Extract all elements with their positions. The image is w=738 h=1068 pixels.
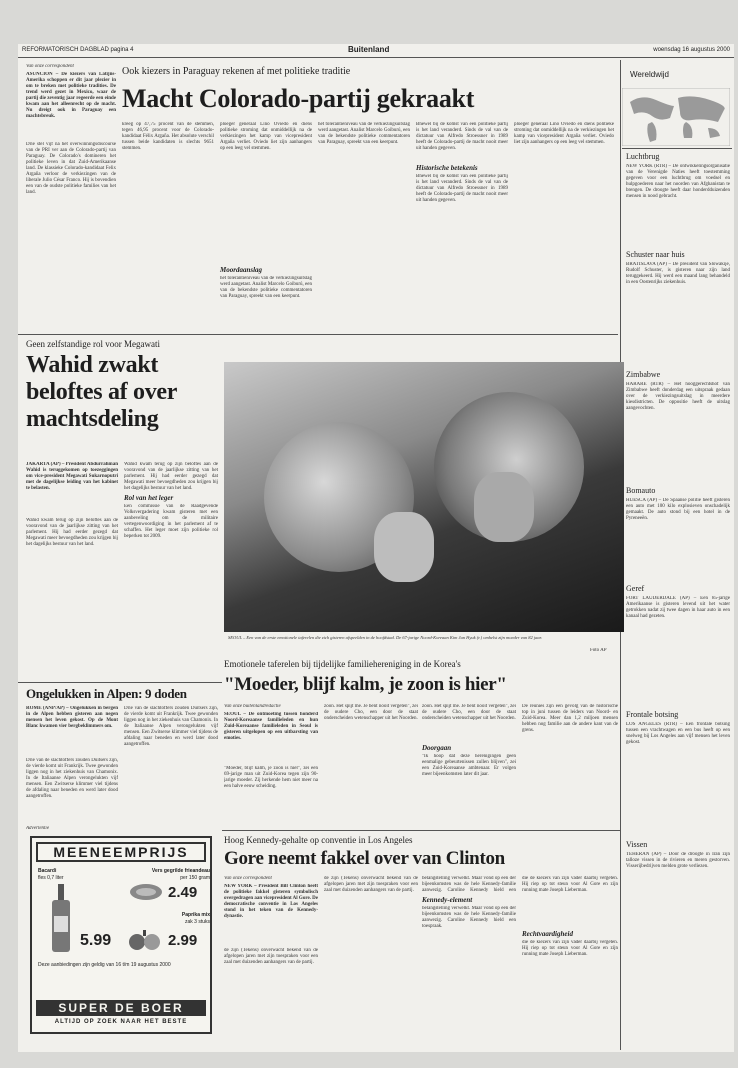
header-date: woensdag 16 augustus 2000 (653, 47, 730, 53)
paraguay-body-col6: ploeger generaal Lino Oviedo en diens politieke stroming dat onmiddellijk na de verkiezingen het kamp van vicepresident Argaña verliet. Oviedo liet zijn aanhangers op een leeg vel stemmen. (514, 122, 614, 145)
clinton-kicker: Hoog Kennedy-gehalte op conventie in Los Angeles (224, 835, 413, 845)
sidebar-item-body: HUESCA (AP) – De Spaanse politie heeft gisteren een auto met 100 kilo explosieven onschadelijk gemaakt. De auto stond bij een hotel in de Pyreneeën. (626, 498, 730, 521)
ad-note: Deze aanbiedingen zijn geldig van 16 t/m 19 augustus 2000 (38, 962, 171, 968)
sidebar-item-heading: Bomauto (626, 486, 656, 495)
bottle-icon (48, 884, 74, 954)
advertisement-super-de-boer[interactable] (30, 836, 212, 1034)
paraguay-headline: Macht Colorado-partij gekraakt (122, 84, 475, 113)
advertisement-label: Advertentie (26, 826, 50, 831)
sidebar-item-heading: Zimbabwe (626, 370, 661, 379)
section-title: Buitenland (348, 45, 390, 54)
meat-icon (128, 882, 164, 902)
divider (18, 682, 222, 683)
ad-item3-label: Paprika mix (181, 912, 210, 918)
megawati-subhead: Rol van het leger (124, 494, 174, 502)
alpen-headline: Ongelukken in Alpen: 9 doden (26, 686, 187, 701)
ad-logo: SUPER DE BOER (36, 1000, 206, 1016)
korea-subhead: Doorgaan (422, 744, 452, 752)
clinton-subhead-2: Rechtvaardigheid (522, 930, 573, 938)
sidebar-item-heading: Frontale botsing (626, 710, 679, 719)
sidebar-item-heading: Geref (626, 584, 645, 593)
paraguay-lede: ASUNCION – De kiezers van Latijns-Amerika schoppen er dit jaar plezier in om te breken met politieke tradities. De trend werd gezet in Mexico, waar de partij die zeventig jaar regeerde een einde kwam aan het alleenrecht op de macht. Nu dreigt ook in Paraguay een machtsbreuk. (26, 72, 116, 119)
korea-lede: SEOUL – De ontmoeting tussen honderd Noord-Koreaanse familieleden en hun Zuid-Koreaanse familieleden in Seoul is gisteren uitgelopen op een uitbarsting van emoties. (224, 712, 318, 741)
ad-item1-price: 5.99 (80, 932, 112, 949)
paraguay-body-col3: ploeger generaal Lino Oviedo en diens politieke stroming dat onmiddellijk na de verkiezingen het kamp van vicepresident Argaña verliet. Oviedo liet zijn aanhangers op een leeg vel stemmen. (220, 122, 312, 151)
korea-body-col3: "Ik hoop dat deze herenigingen geen eenmalige gebeurtenissen zullen blijven", zei een Zuid-Koreaanse ambtenaar. Er volgen meer bijeenkomsten later dit jaar. (422, 754, 516, 777)
megawati-body-col1: Wahid kwam terug op zijn beloftes aan de vooravond van de jaarlijkse zitting van het parlement. Hij had eerder gezegd dat Megawati meer bevoegdheden zou krijgen bij het dagelijks bestuur van het land. (26, 518, 118, 547)
sidebar-item-heading: Schuster naar huis (626, 250, 685, 259)
world-map-icon (622, 88, 730, 146)
paraguay-kicker: Ook kiezers in Paraguay rekenen af met politieke traditie (122, 66, 351, 77)
newspaper-page (18, 44, 734, 1052)
paraguay-body-col1: Drie stel vijf na het overwinningsdiscourse van de PRI ver aan de Colorado-partij van Paraguay. De Colorado's domineren het politieke leven in dat Zuid-Amerikaanse land. De klassieke Colorado-kandidaat Felix Argaña verloor de verkiezingen van de liberale Julio César Franco. Hij is bovendien een van de oudste politieke families van het land. (26, 142, 116, 195)
clinton-headline: Gore neemt fakkel over van Clinton (224, 848, 505, 869)
paraguay-dateline: Van onze correspondent (26, 64, 74, 69)
sidebar-item-heading: Vissen (626, 840, 648, 849)
korea-kicker: Emotionele taferelen bij tijdelijke familiehereniging in de Korea's (224, 659, 461, 669)
korea-body-col3a: zoon. Het spijt me. Je bent nooit vergeten", zei de oudere Cho, een door de staat onderscheiden wetenschapper uit het Noorden. (422, 704, 516, 721)
page-header (18, 44, 734, 58)
photo-caption: SEOUL – Een van de erste emotionele taferelen die zich gisteren afspeelden in de hoofdstad. De 67-jarige Noord-Koreaan Kim Jun Hyuk (r.) omhelst zijn moeder van 82 jaar. (228, 635, 542, 640)
photo-hand (474, 472, 534, 542)
paraguay-subhead-2: Historische betekenis (416, 164, 478, 172)
header-left: REFORMATORISCH DAGBLAD pagina 4 (22, 47, 134, 53)
korea-body-col2: zoon. Het spijt me. Je bent nooit vergeten", zei de oudere Cho, een door de staat onderscheiden wetenschapper uit het Noorden. (324, 704, 418, 721)
clinton-body-col3a: belangstelling verwelkt. Maar vond op een der bijeenkomsten was de hele Kennedy-familie aanwezig. Caroline Kennedy hield een (422, 876, 516, 893)
ad-title: MEENEEMPRIJS (36, 842, 206, 862)
megawati-kicker: Geen zelfstandige rol voor Megawati (26, 339, 160, 349)
photo-hand (374, 512, 434, 582)
ad-item2-price: 2.49 (168, 884, 198, 901)
ad-slogan: ALTIJD OP ZOEK NAAR HET BESTE (54, 1019, 188, 1025)
sidebar-item-body: HARARE (RTR) – Het hooggerechtshof van Zimbabwe heeft donderdag een uitspraak gedaan over de verkiezingsuitslag in meerdere kiesdistricten. De oppositie heeft de uitslag aangevochten. (626, 382, 730, 411)
paraguay-body-col4: het tolerantieniveau van de verkiezingsuitslag werd aangetast. Analist Marcelo Goiburú, een van de bekendste politieke commentatoren van Paraguay, spreekt van een keerpunt. (318, 122, 410, 145)
korea-body-col4: De reünies zijn een gevolg van de historische top in juni tussen de leiders van Noord- en Zuid-Korea. Meer dan 1,2 miljoen mensen hebben nog familie aan de andere kant van de grens. (522, 704, 618, 733)
clinton-subhead-1: Kennedy-element (422, 896, 473, 904)
korea-headline: "Moeder, blijf kalm, je zoon is hier" (224, 674, 507, 695)
paraguay-body-col5a: Bhewel bij de komst van een politieke partij is het land veranderd. Sinds de val van de dictatuur van Alfredo Stroessner in 1989 heeft de Colorado-partij de macht nooit meer uit handen gegeven. (416, 122, 508, 151)
sidebar-title: Wereldwijd (630, 70, 669, 79)
clinton-body-col4: die de kiezers van zijn vader daarbij vergeten. Hij riep op tot steun voor Al Gore en zijn running mate Joseph Lieberman. (522, 940, 618, 957)
clinton-body-col4a: die de kiezers van zijn vader daarbij vergeten. Hij riep op tot steun voor Al Gore en zijn running mate Joseph Lieberman. (522, 876, 618, 893)
divider (222, 830, 620, 831)
sidebar-item-body: NEW YORK (RTR) – De ontwikkelingsorganisatie van de Verenigde Naties heeft toestemming gegeven voor een luchtbrug om voedsel en hulpgoederen naar het noorden van Afghanistan te brengen. De droogte heeft daar honderdduizenden mensen in nood gebracht. (626, 164, 730, 199)
paprika-icon (128, 928, 162, 952)
ad-item2-label: Vers gegrilde frieandeau (151, 868, 210, 874)
clinton-lede: NEW YORK – President Bill Clinton heeft de politieke fakkel gisteren symbolisch overgedragen aan vicepresident Al Gore. De democratische conventie in Los Angeles stond in het teken van de Kennedy-dynastie. (224, 884, 318, 919)
divider (622, 148, 732, 149)
alpen-lede: ROME (ANP/AP) – Ongelukken in bergen in de Alpen hebben gisteren aan negen mensen het leven gekost. Op de Mont Blanc kwamen vier bergbeklimmers om. (26, 706, 118, 729)
photo-credit: Foto AP (590, 648, 607, 653)
korea-body-col1: "Moeder, blijf kalm, je zoon is hier", zei een 69-jarige man uit Zuid-Korea tegen zijn 90-jarige moeder. Zij herkende hem niet meer na een halve eeuw scheiding. (224, 766, 318, 789)
divider (18, 334, 618, 335)
sidebar-item-body: FORT LAUDERDALE (AP) – Een 85-jarige Amerikaanse is gisteren levend uit het water getrokken nadat zij twee dagen in haar auto in een kanaal had gezeten. (626, 596, 730, 619)
megawati-headline: Wahid zwakt beloftes af over machtsdeling (26, 352, 177, 432)
sidebar-item-body: BRATISLAVA (AP) – De president van Slowakije, Rudolf Schuster, is gisteren naar zijn land teruggekeerd. Hij werd een maand lang behandeld in een Oostenrijks ziekenhuis. (626, 262, 730, 285)
megawati-lede: JAKARTA (AP) – President Abdurrahman Wahid is teruggekomen op toezeggingen om vice-president Megawati Sukarnoputri met de dagelijkse leiding van het kabinet te belasten. (26, 462, 118, 491)
sidebar-item-body: LOS ANGELES (RTR) – Een frontale botsing tussen een vrachtwagen en een bus heeft op een snelweg bij Los Angeles aan vijf mensen het leven gekost. (626, 722, 730, 745)
korea-dateline: Van onze buitenlandredactie (224, 704, 281, 709)
paraguay-body-col5: Bhewel bij de komst van een politieke partij is het land veranderd. Sinds de val van de dictatuur van Alfredo Stroessner in 1989 heeft de Colorado-partij de macht nooit meer uit handen gegeven. (416, 174, 508, 203)
photo-korea-reunion (224, 362, 624, 632)
sidebar-item-body: TEHERAN (AP) – Door de droogte in Iran zijn talloze vissen in de rivieren en meren gestorven. Visserijbedrijven melden grote verliezen. (626, 852, 730, 869)
sidebar-item-heading: Luchtbrug (626, 152, 660, 161)
clinton-dateline: Van onze correspondent (224, 876, 272, 881)
megawati-body-col2: Een commissie van de Raadgevende Volksvergadering kwam gisteren met een aanbeveling om de militaire vertegenwoordiging in het parlement af te schaffen. Het leger moet zijn politieke rol beperken tot 2009. (124, 504, 218, 539)
alpen-body-col2: Drie van de slachtoffers zouden Duitsers zijn, de vierde komt uit Frankrijk. Twee gewonden liggen nog in het ziekenhuis van Chamonix. In de Italiaanse Alpen verongelukten vijf mensen. Een Zwitserse klimmer viel tijdens de afdaling naar beneden en werd later dood aangetroffen. (124, 706, 218, 747)
clinton-body-col1: de zijn (Tekens) onverwacht bekend van de afgelopen jaren met zijn toespraken voor een zaal met duizenden aanhangers van de partij. (224, 948, 318, 965)
ad-item1-sub: fles 0,7 liter (38, 875, 64, 881)
ad-item3-sub: zak 3 stuks (184, 919, 210, 925)
clinton-body-col3: belangstelling verwelkt. Maar vond op een der bijeenkomsten was de hele Kennedy-familie aanwezig. Caroline Kennedy hield een toespraak. (422, 906, 516, 929)
ad-item1-label: Bacardi (38, 868, 57, 874)
ad-item3-price: 2.99 (168, 932, 198, 949)
ad-item2-sub: per 150 gram (180, 875, 210, 881)
megawati-body-col2a: Wahid kwam terug op zijn beloftes aan de vooravond van de jaarlijkse zitting van het parlement. Hij had eerder gezegd dat Megawati meer bevoegdheden zou krijgen bij het dagelijks bestuur van het land. (124, 462, 218, 490)
alpen-body-col1: Drie van de slachtoffers zouden Duitsers zijn, de vierde komt uit Frankrijk. Twee gewonden liggen nog in het ziekenhuis van Chamonix. In de Italiaanse Alpen verongelukten vijf mensen. Een Zwitserse klimmer viel tijdens de afdaling naar beneden en werd later dood aangetroffen. (26, 758, 118, 799)
paraguay-subhead-1: Moordaanslag (220, 266, 263, 274)
paraguay-body-col3b: het tolerantieniveau van de verkiezingsuitslag werd aangetast. Analist Marcelo Goiburú, een van de bekendste politieke commentatoren van Paraguay, spreekt van een keerpunt. (220, 276, 312, 299)
paraguay-body-col2: kreeg op 47,75 procent van de stemmen, tegen 46,95 procent voor de Colorado-kandidaat Félix Argaña. Het absolute verschil tussen beide kandidaten is slechts 9651 stemmen. (122, 122, 214, 151)
clinton-body-col2: de zijn (Tekens) onverwacht bekend van de afgelopen jaren met zijn toespraken voor een zaal met duizenden aanhangers van de partij. (324, 876, 418, 893)
